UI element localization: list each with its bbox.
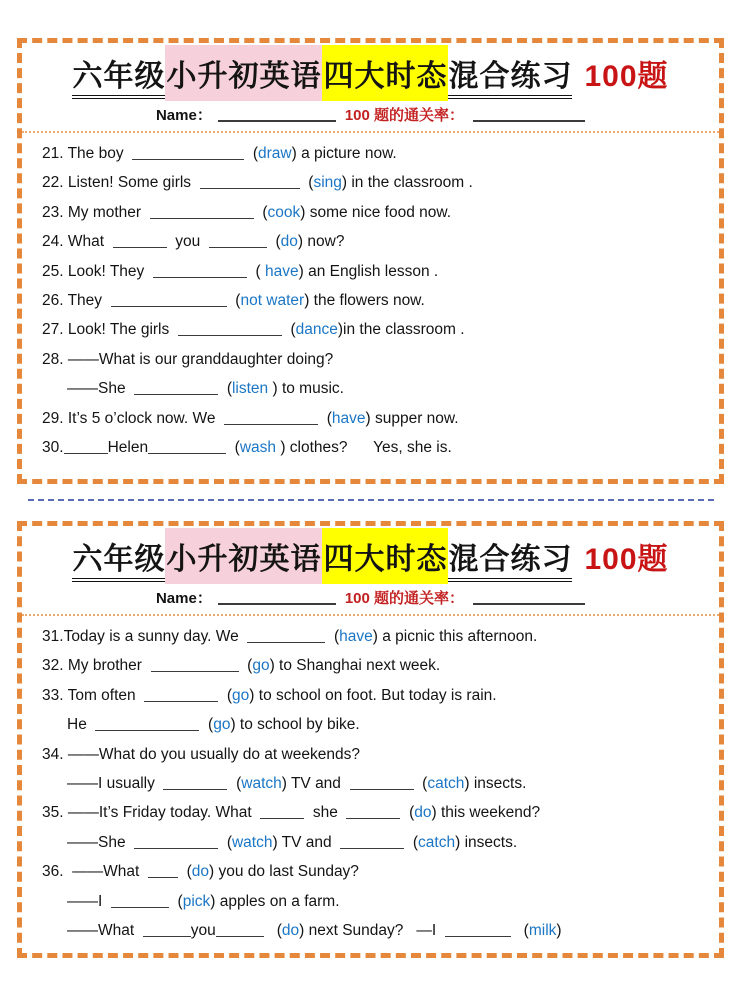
answer-blank (95, 717, 199, 731)
name-blank (218, 107, 336, 122)
question-text: ( (244, 145, 258, 162)
verb-hint: cook (267, 203, 301, 221)
question-text: Helen (107, 439, 149, 457)
answer-blank (113, 234, 167, 248)
question-text: ( (199, 716, 214, 734)
answer-blank (148, 864, 178, 878)
question-text: you (190, 922, 216, 940)
question-text: ) TV and (272, 833, 341, 851)
question-list-2 (22, 616, 719, 945)
question-text: ——What (63, 863, 148, 881)
verb-hint: watch (231, 833, 273, 851)
question-text: she (304, 804, 347, 822)
question-text: ( (218, 686, 233, 704)
question-text: ——I usually (67, 775, 164, 793)
verb-hint: not water (240, 292, 305, 310)
question-number: 33. (42, 686, 64, 704)
question-line (42, 257, 711, 286)
question-text: ——What do you usually do at weekends? (63, 745, 360, 763)
pass-rate-blank (473, 590, 585, 605)
question-text: ) clothes? Yes, she is. (276, 439, 452, 457)
question-number: 35. (42, 804, 64, 822)
title-question-count: 100题 (584, 543, 669, 576)
worksheet-page-2 (17, 521, 724, 958)
question-text: ( (299, 174, 314, 192)
question-text: ) some nice food now. (300, 203, 452, 221)
question-number: 29. (42, 409, 64, 427)
name-blank (218, 590, 336, 605)
verb-hint: catch (427, 775, 465, 793)
question-number: 21. (42, 145, 64, 162)
question-list-1 (22, 133, 719, 462)
question-text: They (63, 292, 111, 310)
answer-blank (346, 805, 400, 819)
answer-blank (350, 776, 414, 790)
title-underlined (72, 543, 572, 582)
title-highlight-yellow: 四大时态 (322, 528, 448, 584)
question-text: ( (218, 833, 232, 851)
question-line (42, 198, 711, 227)
question-number: 32. (42, 657, 64, 675)
question-line (42, 857, 711, 886)
title-part-practice: 混合练习 (448, 60, 573, 93)
question-number: 36. (42, 863, 64, 881)
page-separator-dashed-line (28, 499, 714, 501)
question-line (42, 139, 711, 168)
question-text: ) you do last Sunday? (209, 863, 359, 881)
question-text: ( (226, 439, 240, 457)
question-line (42, 168, 711, 197)
verb-hint: dance (295, 321, 338, 339)
question-text: Look! The girls (63, 321, 178, 339)
answer-blank (111, 293, 227, 307)
answer-blank (64, 440, 108, 454)
question-text: ——I (67, 892, 111, 910)
question-text: ) to school on foot. But today is rain. (249, 686, 497, 704)
verb-hint: watch (241, 775, 282, 793)
answer-blank (132, 146, 244, 160)
question-text: ) insects. (455, 833, 518, 851)
verb-hint: catch (418, 833, 456, 851)
question-text: My brother (63, 657, 151, 675)
verb-hint: do (191, 863, 209, 881)
question-text: ( (281, 321, 296, 339)
answer-blank (150, 205, 254, 219)
question-line (42, 404, 711, 433)
question-text: ( (227, 775, 242, 793)
title-question-count: 100题 (584, 60, 669, 93)
verb-hint: draw (258, 145, 292, 162)
verb-hint: do (281, 922, 300, 940)
question-text: ——What (67, 922, 143, 940)
question-text: you (166, 233, 209, 251)
question-number: 25. (42, 262, 64, 280)
question-text: ( (218, 380, 232, 398)
verb-hint: do (280, 233, 298, 251)
question-number: 22. (42, 174, 64, 192)
answer-blank (143, 923, 191, 937)
question-line (42, 651, 711, 680)
verb-hint: have (339, 628, 373, 645)
answer-blank (134, 381, 218, 395)
question-text: ( (238, 657, 253, 675)
question-text: It’s 5 o’clock now. We (63, 409, 225, 427)
question-text: ) supper now. (365, 409, 459, 427)
question-text: ( (168, 892, 183, 910)
question-text: The boy (63, 145, 133, 162)
answer-blank (151, 658, 239, 672)
question-text: He (67, 716, 96, 734)
question-text: ( (246, 262, 265, 280)
question-number: 23. (42, 203, 64, 221)
verb-hint: have (264, 262, 299, 280)
verb-hint: have (331, 409, 366, 427)
question-line (42, 227, 711, 256)
answer-blank (209, 234, 267, 248)
pass-rate-label: 100 题的通关率： (344, 107, 465, 124)
question-text: ——She (67, 380, 135, 398)
question-text: )in the classroom . (337, 321, 465, 339)
question-text: ( (325, 628, 340, 645)
name-label: Name： (155, 107, 212, 124)
question-text: What (63, 233, 113, 251)
question-line (42, 433, 711, 462)
question-text: ( (318, 409, 332, 427)
answer-blank (178, 322, 282, 336)
question-text: ( (404, 833, 419, 851)
question-line (42, 798, 711, 827)
question-line (42, 374, 711, 403)
verb-hint: milk (528, 922, 557, 940)
answer-blank (153, 264, 247, 278)
answer-blank (216, 923, 264, 937)
question-line (42, 315, 711, 344)
title-highlight-pink: 小升初英语 (165, 45, 322, 101)
pass-rate-blank (473, 107, 585, 122)
verb-hint: listen (231, 380, 269, 398)
question-text: ( (226, 292, 241, 310)
question-line (42, 681, 711, 710)
answer-blank (445, 923, 511, 937)
name-row (22, 590, 719, 608)
pass-rate-label: 100 题的通关率： (344, 590, 465, 607)
answer-blank (111, 894, 169, 908)
title-highlight-pink: 小升初英语 (165, 528, 322, 584)
title-underlined (72, 60, 572, 99)
question-number: 24. (42, 233, 64, 251)
question-number: 27. (42, 321, 64, 339)
question-text: ) an English lesson . (298, 262, 439, 280)
question-line (42, 828, 711, 857)
question-text: ( (400, 804, 415, 822)
verb-hint: go (252, 657, 270, 675)
question-line (42, 345, 711, 374)
question-text: ) next Sunday? —I (299, 922, 445, 940)
verb-hint: sing (313, 174, 342, 192)
question-text: Today is a sunny day. We (63, 628, 248, 645)
question-number: 34. (42, 745, 64, 763)
question-text: ) in the classroom . (341, 174, 473, 192)
answer-blank (200, 175, 300, 189)
question-text: ——It’s Friday today. What (63, 804, 261, 822)
question-line (42, 769, 711, 798)
question-text: ) a picture now. (291, 145, 397, 162)
name-row (22, 107, 719, 125)
answer-blank (247, 629, 325, 643)
question-text: Listen! Some girls (63, 174, 200, 192)
question-text: ) a picnic this afternoon. (372, 628, 538, 645)
question-text: ——What is our granddaughter doing? (63, 350, 334, 368)
verb-hint: pick (182, 892, 211, 910)
answer-blank (260, 805, 304, 819)
question-number: 31. (42, 628, 64, 645)
question-text: ( (266, 233, 281, 251)
verb-hint: wash (239, 439, 277, 457)
title-highlight-yellow: 四大时态 (322, 45, 448, 101)
question-line (42, 740, 711, 769)
question-text: ) to school by bike. (230, 716, 360, 734)
question-line (42, 710, 711, 739)
answer-blank (224, 411, 318, 425)
title-part-grade: 六年级 (72, 60, 166, 93)
worksheet-page-1 (17, 38, 724, 484)
question-text: ) TV and (281, 775, 350, 793)
question-text: ) apples on a farm. (210, 892, 340, 910)
question-line (42, 622, 711, 651)
verb-hint: go (232, 686, 250, 704)
question-text: ( (413, 775, 428, 793)
question-text: ( (263, 922, 282, 940)
title-part-practice: 混合练习 (448, 543, 573, 576)
question-text: ( (177, 863, 192, 881)
answer-blank (163, 776, 227, 790)
question-text: ) to music. (268, 380, 344, 398)
answer-blank (144, 688, 218, 702)
question-number: 28. (42, 350, 64, 368)
answer-blank (148, 440, 226, 454)
question-text: ( (253, 203, 268, 221)
question-text: ) insects. (464, 775, 527, 793)
question-text: ( (510, 922, 529, 940)
question-line (42, 887, 711, 916)
question-text: My mother (63, 203, 150, 221)
question-text: ) (556, 922, 562, 940)
title-part-grade: 六年级 (72, 543, 166, 576)
question-text: ——She (67, 833, 135, 851)
question-text: Tom often (63, 686, 145, 704)
answer-blank (340, 835, 404, 849)
question-number: 30. (42, 439, 64, 457)
question-text: ) now? (297, 233, 345, 251)
verb-hint: do (414, 804, 432, 822)
question-text: Look! They (63, 262, 153, 280)
question-text: ) to Shanghai next week. (269, 657, 441, 675)
question-line (42, 916, 711, 945)
question-line (42, 286, 711, 315)
page-title (22, 541, 719, 579)
question-number: 26. (42, 292, 64, 310)
question-text: ) this weekend? (431, 804, 541, 822)
page-title (22, 58, 719, 96)
name-label: Name： (155, 590, 212, 607)
verb-hint: go (213, 716, 231, 734)
answer-blank (134, 835, 218, 849)
question-text: ) the flowers now. (304, 292, 425, 310)
